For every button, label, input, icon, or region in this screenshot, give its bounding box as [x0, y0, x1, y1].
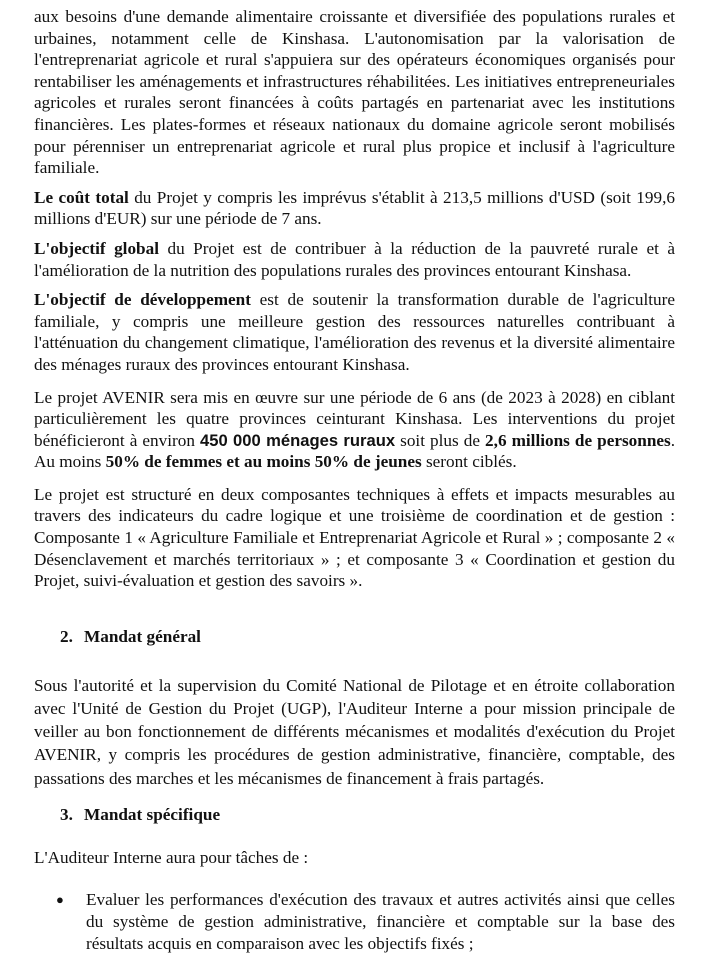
text-global-objective: du Projet est de contribuer à la réduction de la pauvreté rurale et à l'amélioration de la nutrition des populations rurales des provinces entourant Kinshasa.: [34, 238, 675, 280]
paragraph-general-mandate: Sous l'autorité et la supervision du Comité National de Pilotage et en étroite collaboration avec l'Unité de Gestion du Projet (UGP), l'Auditeur Interne a pour mission principale de veiller au bon fonctionnement de différents mécanismes et modalités d'exécution du Projet AVENIR, y compris les procédures de gestion administrative, financière, comptable, des passations des marches et les mécanismes de financement à frais partagés.: [34, 675, 675, 788]
text-avenir-g: seront ciblés.: [421, 452, 517, 472]
paragraph-intro-continued: aux besoins d'une demande alimentaire croissante et diversifiée des populations rurales et urbaines, notamment celle de Kinshasa. L'autonomisation par la valorisation de l'entreprenariat agricole et rural s'appuiera sur des opérateurs économiques organisés pour rentabiliser les aménagements et infrastructures réhabilitées. Les initiatives entrepreneuriales agricoles et rurales seront financées à coûts partagés en partenariat avec les institutions financières. Les plates-formes et réseaux nationaux du domaine agricole seront mobilisés pour pérenniser un entreprenariat agricole et rural plus propice et inclusif à l'agriculture familiale.: [34, 7, 675, 178]
bold-development-objective: L'objectif de développement: [34, 290, 251, 310]
heading-text: Mandat général: [84, 626, 201, 646]
list-item: [34, 889, 675, 954]
heading-number: 3.: [60, 804, 73, 824]
task-list: [34, 889, 675, 954]
heading-specific-mandate: [34, 804, 675, 826]
heading-number: 2.: [60, 626, 73, 646]
text-development-objective: est de soutenir la transformation durable de l'agriculture familiale, y compris une meilleure gestion des ressources naturelles contribuant à l'atténuation du changement climatique, l'amélioration des revenus et la diversité alimentaire des ménages ruraux des provinces entourant Kinshasa.: [34, 290, 675, 374]
text-avenir-c: soit plus de: [395, 430, 486, 450]
text-total-cost: du Projet y compris les imprévus s'établit à 213,5 millions d'USD (soit 199,6 millions d'EUR) sur une période de 7 ans.: [34, 187, 675, 229]
paragraph-components: Le projet est structuré en deux composantes techniques à effets et impacts mesurables au travers des indicateurs du cadre logique et une troisième de coordination et de gestion : Composante 1 « Agriculture Familiale et Entreprenariat Agricole et Rural » ; composante 2 « Désenclavement et marchés territoriaux » ; et composante 3 « Coordination et gestion du Projet, suivi-évaluation et gestion des savoirs ».: [34, 484, 675, 591]
bold-persons: 2,6 millions de personnes: [485, 430, 671, 450]
text-avenir-a: Le projet AVENIR sera mis en œuvre sur une période de 6 ans (de 2023 à 2028) en ciblant particulièrement les quatre provinces ceinturant Kinshasa. Les interventions du projet bénéficieront à environ: [34, 387, 675, 450]
paragraph-development-objective: [34, 289, 675, 375]
bold-households: 450 000 ménages ruraux: [199, 430, 396, 450]
bold-total-cost: Le coût total: [34, 187, 129, 207]
heading-general-mandate: [34, 626, 675, 648]
paragraph-tasks-intro: L'Auditeur Interne aura pour tâches de :: [34, 847, 309, 867]
paragraph-total-cost: [34, 187, 675, 230]
paragraph-global-objective: [34, 238, 675, 281]
heading-text: Mandat spécifique: [84, 804, 221, 824]
paragraph-project-avenir: [34, 387, 675, 473]
bold-women-youth: 50% de femmes et au moins 50% de jeunes: [105, 452, 422, 472]
bold-global-objective: L'objectif global: [34, 238, 159, 258]
bullet-icon: ●: [56, 892, 64, 908]
list-item-text: Evaluer les performances d'exécution des travaux et autres activités ainsi que celles du système de gestion administrative, financière et comptable sur la base des résultats acquis en comparaison avec les objectifs fixés ;: [86, 890, 675, 953]
text-avenir-e: . Au moins: [34, 430, 675, 472]
